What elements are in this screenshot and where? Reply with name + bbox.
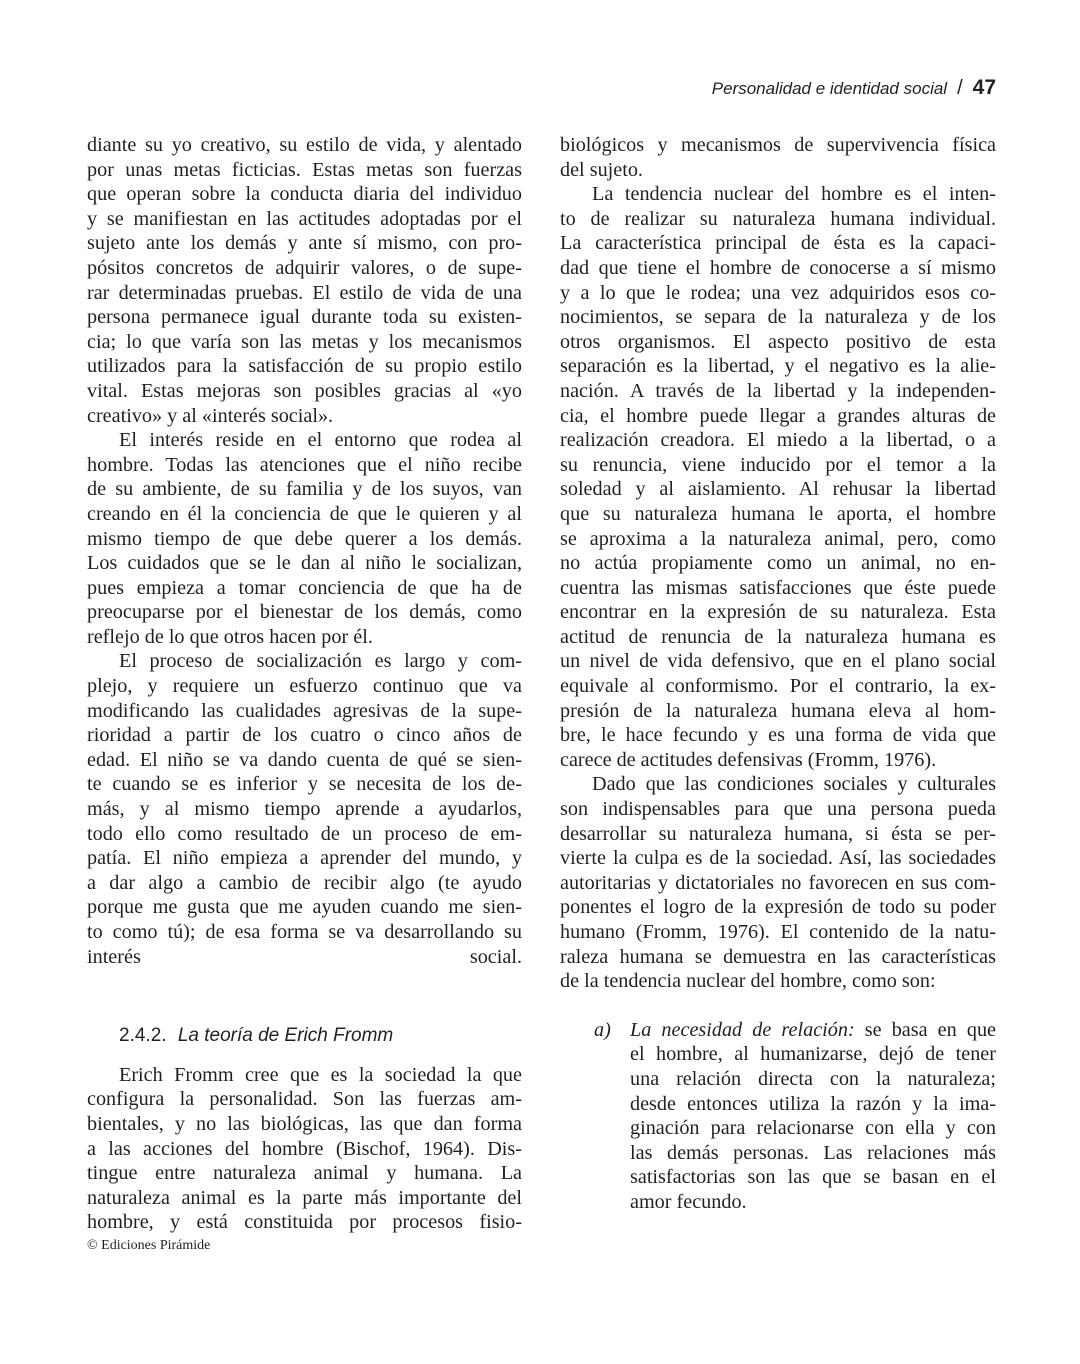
text-line: cia; lo que varía son las metas y los mecanismos [87, 330, 522, 353]
text-line: te cuando se es inferior y se necesita de los de- [87, 773, 522, 796]
text-line [630, 1018, 996, 1043]
text-line: rioridad a partir de los cuatro o cinco años de [87, 724, 522, 747]
text-line: rar determinadas pruebas. El estilo de vida de una [87, 281, 522, 304]
text-line: interés social. [87, 945, 522, 968]
paragraph [87, 133, 522, 428]
running-header [712, 76, 996, 100]
header-separator: / [957, 77, 963, 99]
text-line: El interés reside en el entorno que rodea al [119, 429, 522, 452]
text-line: a dar algo a cambio de recibir algo (te ayudo [87, 871, 522, 894]
text-line: de la tendencia nuclear del hombre, como son: [560, 970, 936, 993]
text-line: a las acciones del hombre (Bischof, 1964). Dis- [87, 1137, 522, 1160]
text-line: desde entonces utiliza la razón y la ima- [630, 1092, 996, 1115]
text-line: raleza humana se demuestra en las características [560, 945, 996, 968]
text-line: patía. El niño empieza a aprender del mundo, y [87, 847, 522, 870]
text-line: un nivel de vida defensivo, que en el plano social [560, 650, 996, 673]
text-line: Erich Fromm cree que es la sociedad la que [119, 1063, 522, 1086]
paragraph [87, 428, 522, 649]
page-number: 47 [972, 76, 996, 99]
text-line: las demás personas. Las relaciones más [630, 1141, 996, 1164]
text-line: otros organismos. El aspecto positivo de esta [560, 330, 996, 353]
text-line: ponentes el logro de la expresión de todo su poder [560, 896, 996, 919]
section-title: La teoría de Erich Fromm [177, 1024, 394, 1046]
text-line: que operan sobre la conducta diaria del individuo [87, 183, 522, 206]
paragraph [560, 182, 996, 772]
text-line: equivale al conformismo. Por el contrario, la ex- [560, 675, 996, 698]
text-line: que su naturaleza humana le aporta, el hombre [560, 502, 996, 525]
text-line: configura la personalidad. Son las fuerzas am- [87, 1088, 522, 1111]
text-line: Los cuidados que se le dan al niño le socializan, [87, 552, 522, 575]
text-line: bientales, y no las biológicas, las que dan forma [87, 1112, 522, 1135]
text-line: to como tú); de esa forma se va desarrollando su [87, 921, 522, 943]
text-line: edad. El niño se va dando cuenta de qué se sien- [87, 748, 522, 771]
section-heading [119, 1024, 522, 1048]
text-line: realización creadora. El miedo a la libertad, o a [560, 429, 996, 452]
list-term: La necesidad de relación: [630, 1018, 855, 1041]
text-line: soledad y al aislamiento. Al rehusar la libertad [560, 478, 996, 501]
text-line: porque me gusta que me ayuden cuando me sien- [87, 896, 522, 919]
text-line: pues empieza a tomar conciencia de que ha de [87, 576, 522, 599]
list-item [560, 1018, 996, 1215]
paragraph [87, 1063, 522, 1235]
text-line: una relación directa con la naturaleza; [630, 1067, 996, 1090]
right-column [560, 133, 996, 1215]
running-title: Personalidad e identidad social [711, 79, 948, 98]
text-line: encontrar en la expresión de su naturaleza. Esta [560, 601, 996, 624]
text-line [87, 969, 522, 994]
paragraph [87, 649, 522, 993]
text-line: de su ambiente, de su familia y de los suyos, van [87, 478, 522, 501]
text-line: se aproxima a la naturaleza animal, pero, como [560, 527, 996, 550]
list-first-line-text: se basa en que [854, 1018, 996, 1041]
text-line: y a lo que le rodea; una vez adquiridos esos co- [560, 281, 996, 304]
text-line: su renuncia, viene inducido por el temor a la [560, 453, 996, 476]
paragraph [560, 133, 996, 182]
text-line: persona permanece igual durante toda su existen- [87, 306, 522, 329]
text-line: cia, el hombre puede llegar a grandes alturas de [560, 404, 996, 427]
text-line: presión de la naturaleza humana eleva al hom- [560, 699, 996, 722]
text-line: naturaleza animal es la parte más importante del [87, 1186, 522, 1209]
text-line: hombre, y está constituida por procesos fisio- [87, 1211, 522, 1234]
text-line: por unas metas ficticias. Estas metas son fuerzas [87, 158, 522, 181]
text-line: vital. Estas mejoras son posibles gracias al «yo [87, 379, 522, 402]
text-line: vierte la culpa es de la sociedad. Así, las sociedades [560, 847, 996, 870]
text-line: carece de actitudes defensivas (Fromm, 1976). [560, 748, 937, 771]
text-line: satisfactorias son las que se basan en el [630, 1166, 996, 1189]
text-line: mismo tiempo de que debe querer a los demás. [87, 527, 522, 550]
list-marker: a) [594, 1018, 611, 1041]
text-line: to de realizar su naturaleza humana individual. [560, 207, 996, 230]
text-line: bre, le hace fecundo y es una forma de vida que [560, 724, 996, 747]
text-line: plejo, y requiere un esfuerzo continuo que va [87, 675, 522, 698]
text-line: creando en él la conciencia de que le quieren y al [87, 502, 522, 525]
text-line: más, y al mismo tiempo aprende a ayudarlos, [87, 798, 522, 821]
text-line: diante su yo creativo, su estilo de vida, y alentado [87, 134, 522, 156]
text-line: La característica principal de ésta es la capaci- [560, 232, 996, 255]
text-line: creativo» y al «interés social». [87, 404, 334, 427]
text-line: desarrollar su naturaleza humana, si ésta se per- [560, 822, 996, 845]
text-line: ginación para relacionarse con ella y con [630, 1117, 996, 1140]
text-line: cuentra las mismas satisfacciones que éste puede [560, 576, 996, 599]
text-line: autoritarias y dictatoriales no favorecen en sus com- [560, 871, 996, 894]
text-line: actitud de renuncia de la naturaleza humana es [560, 625, 996, 648]
text-line: del sujeto. [560, 158, 643, 181]
text-line: nación. A través de la libertad y la independen- [560, 379, 996, 402]
text-line: sujeto ante los demás y ante sí mismo, con pro- [87, 232, 522, 255]
text-line: humano (Fromm, 1976). El contenido de la natu- [560, 921, 996, 943]
text-line: dad que tiene el hombre de conocerse a sí mismo [560, 256, 996, 279]
text-line: Dado que las condiciones sociales y culturales [592, 773, 996, 796]
text-line: amor fecundo. [630, 1190, 747, 1213]
text-line: separación es la libertad, y el negativo es la alie- [560, 355, 996, 378]
text-line: nocimientos, se separa de la naturaleza y de los [560, 306, 996, 329]
left-column [87, 133, 522, 1235]
copyright-footer: © Ediciones Pirámide [87, 1238, 211, 1253]
text-line: pósitos concretos de adquirir valores, o de supe- [87, 256, 522, 279]
section-number: 2.4.2. [119, 1024, 167, 1046]
text-line: biológicos y mecanismos de supervivencia física [560, 134, 996, 156]
text-line: preocuparse por el bienestar de los demás, como [87, 601, 522, 624]
text-line: no actúa propiamente como un animal, no en- [560, 552, 996, 575]
text-line: tingue entre naturaleza animal y humana. La [87, 1162, 522, 1185]
text-line: todo ello como resultado de un proceso de em- [87, 822, 522, 845]
text-line: son indispensables para que una persona pueda [560, 798, 996, 821]
text-line: reflejo de lo que otros hacen por él. [87, 625, 373, 648]
paragraph [560, 772, 996, 993]
text-line: La tendencia nuclear del hombre es el inten- [592, 183, 996, 206]
text-line: y se manifiestan en las actitudes adoptadas por el [87, 207, 522, 230]
text-line: modificando las cualidades agresivas de la supe- [87, 699, 522, 722]
text-line: utilizados para la satisfacción de su propio estilo [87, 355, 522, 378]
text-line: hombre. Todas las atenciones que el niño recibe [87, 453, 522, 476]
text-line: el hombre, al humanizarse, dejó de tener [630, 1043, 996, 1066]
text-line: El proceso de socialización es largo y com- [119, 650, 522, 673]
